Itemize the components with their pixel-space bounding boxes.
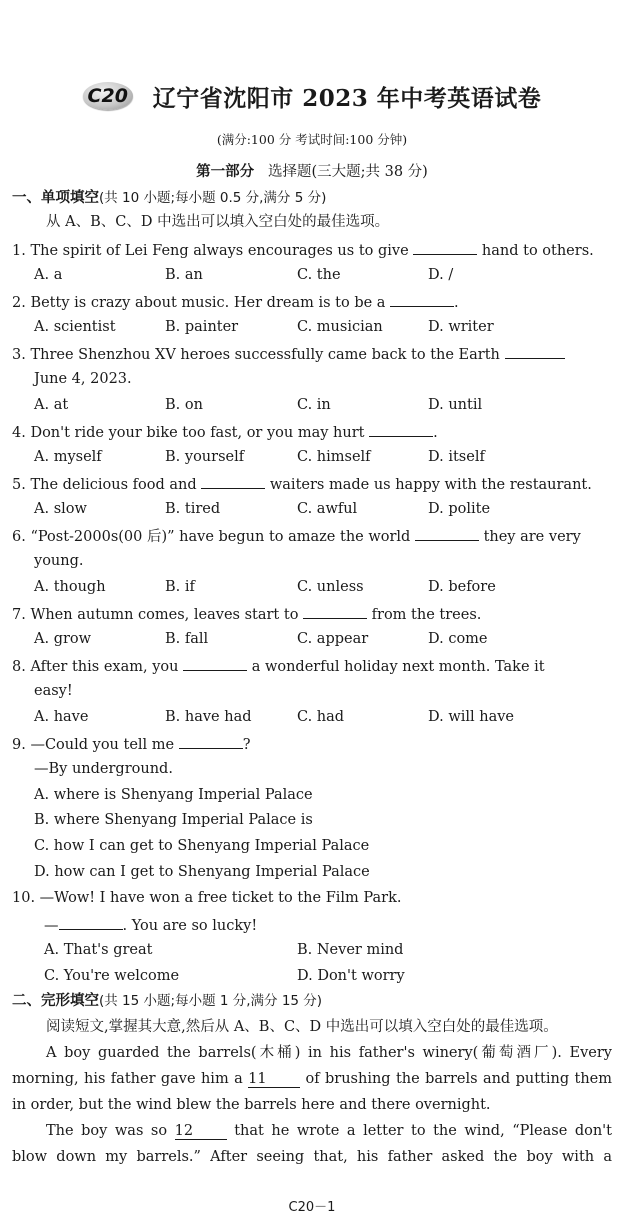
- question-9-answer: —By underground.: [34, 761, 173, 777]
- answer-blank[interactable]: [413, 240, 477, 255]
- q10-option-a[interactable]: A. That's great: [44, 942, 153, 958]
- passage-line-2: morning, his father gave him a 11 of brushing the barrels and putting them: [12, 1071, 613, 1087]
- passage-line-3: in order, but the wind blew the barrels here and there overnight.: [12, 1097, 491, 1113]
- answer-blank[interactable]: [390, 292, 454, 307]
- passage-line-5: blow down my barrels.” After seeing that, his father asked the boy with a: [12, 1149, 612, 1165]
- answer-blank[interactable]: [505, 344, 565, 359]
- q4-option-a[interactable]: A. myself: [34, 449, 102, 465]
- section2-note: (共 15 小题;每小题 1 分,满分 15 分): [99, 993, 323, 1009]
- question-6: 6. “Post-2000s(00 后)” have begun to amaze the world they are very: [12, 526, 612, 546]
- q8-option-c[interactable]: C. had: [297, 709, 345, 725]
- answer-blank[interactable]: [415, 526, 479, 541]
- q1-option-a[interactable]: A. a: [34, 267, 63, 283]
- blank-12[interactable]: 12: [175, 1124, 227, 1140]
- q5-option-d[interactable]: D. polite: [428, 501, 491, 517]
- q2-option-d[interactable]: D. writer: [428, 319, 494, 335]
- q7-option-d[interactable]: D. come: [428, 631, 488, 647]
- page-number: C20－1: [288, 1200, 336, 1215]
- blank-11[interactable]: 11: [248, 1072, 300, 1088]
- section1-title: 一、单项填空: [12, 190, 99, 206]
- part-description: 选择题(三大题;共 38 分): [267, 164, 428, 180]
- section2-heading: [12, 992, 612, 1010]
- question-2: 2. Betty is crazy about music. Her dream is to be a .: [12, 292, 612, 312]
- q6-option-a[interactable]: A. though: [34, 579, 106, 595]
- q5-option-c[interactable]: C. awful: [297, 501, 358, 517]
- question-4: 4. Don't ride your bike too fast, or you may hurt .: [12, 422, 612, 442]
- answer-blank[interactable]: [303, 604, 367, 619]
- question-3-continued: June 4, 2023.: [34, 371, 132, 387]
- question-1: 1. The spirit of Lei Feng always encourages us to give hand to others.: [12, 240, 612, 260]
- answer-blank[interactable]: [183, 656, 247, 671]
- q5-option-b[interactable]: B. tired: [165, 501, 221, 517]
- q7-option-c[interactable]: C. appear: [297, 631, 369, 647]
- q7-option-a[interactable]: A. grow: [34, 631, 92, 647]
- exam-code-badge: C20: [83, 82, 133, 110]
- q6-option-b[interactable]: B. if: [165, 579, 195, 595]
- q3-option-b[interactable]: B. on: [165, 397, 203, 413]
- question-8: 8. After this exam, you a wonderful holiday next month. Take it: [12, 656, 612, 676]
- q6-option-d[interactable]: D. before: [428, 579, 496, 595]
- question-8-continued: easy!: [34, 683, 73, 699]
- q3-option-c[interactable]: C. in: [297, 397, 331, 413]
- answer-blank[interactable]: [369, 422, 433, 437]
- exam-title: 辽宁省沈阳市 2023 年中考英语试卷: [152, 84, 542, 112]
- part-title: [0, 160, 624, 181]
- answer-blank[interactable]: [179, 734, 243, 749]
- answer-blank[interactable]: [59, 915, 123, 930]
- q10-option-b[interactable]: B. Never mind: [297, 942, 404, 958]
- q10-option-c[interactable]: C. You're welcome: [44, 968, 180, 984]
- exam-info: (满分:100 分 考试时间:100 分钟): [216, 132, 408, 147]
- question-10: 10. —Wow! I have won a free ticket to the Film Park.: [12, 890, 402, 906]
- q2-option-a[interactable]: A. scientist: [34, 319, 116, 335]
- q1-option-b[interactable]: B. an: [165, 267, 203, 283]
- q2-option-c[interactable]: C. musician: [297, 319, 383, 335]
- question-9: 9. —Could you tell me ?: [12, 734, 612, 754]
- question-10-response: — . You are so lucky!: [44, 915, 624, 935]
- answer-blank[interactable]: [201, 474, 265, 489]
- section1-heading: [12, 189, 612, 207]
- passage-line-1: A boy guarded the barrels(木桶) in his father's winery(葡萄酒厂). Every: [46, 1045, 612, 1061]
- q8-option-a[interactable]: A. have: [34, 709, 89, 725]
- q6-option-c[interactable]: C. unless: [297, 579, 364, 595]
- q2-option-b[interactable]: B. painter: [165, 319, 239, 335]
- q9-option-d[interactable]: D. how can I get to Shenyang Imperial Palace: [34, 864, 370, 880]
- section2-instruction: 阅读短文,掌握其大意,然后从 A、B、C、D 中选出可以填入空白处的最佳选项。: [46, 1019, 558, 1035]
- q1-option-c[interactable]: C. the: [297, 267, 341, 283]
- q5-option-a[interactable]: A. slow: [34, 501, 87, 517]
- q8-option-d[interactable]: D. will have: [428, 709, 515, 725]
- question-6-continued: young.: [34, 553, 84, 569]
- q3-option-a[interactable]: A. at: [34, 397, 69, 413]
- question-5: 5. The delicious food and waiters made us happy with the restaurant.: [12, 474, 612, 494]
- section2-title: 二、完形填空: [12, 993, 99, 1009]
- q9-option-b[interactable]: B. where Shenyang Imperial Palace is: [34, 812, 313, 828]
- q7-option-b[interactable]: B. fall: [165, 631, 209, 647]
- exam-title-row: [0, 78, 624, 114]
- q4-option-c[interactable]: C. himself: [297, 449, 371, 465]
- q10-option-d[interactable]: D. Don't worry: [297, 968, 405, 984]
- passage-line-4: The boy was so 12 that he wrote a letter to the wind, “Please don't: [46, 1123, 612, 1139]
- q1-option-d[interactable]: D. /: [428, 267, 454, 283]
- q4-option-d[interactable]: D. itself: [428, 449, 485, 465]
- q3-option-d[interactable]: D. until: [428, 397, 483, 413]
- section1-note: (共 10 小题;每小题 0.5 分,满分 5 分): [99, 190, 327, 206]
- question-3: 3. Three Shenzhou XV heroes successfully came back to the Earth: [12, 344, 612, 364]
- part-label: 第一部分: [196, 163, 255, 180]
- q4-option-b[interactable]: B. yourself: [165, 449, 245, 465]
- q9-option-a[interactable]: A. where is Shenyang Imperial Palace: [34, 787, 313, 803]
- q9-option-c[interactable]: C. how I can get to Shenyang Imperial Palace: [34, 838, 370, 854]
- section1-instruction: 从 A、B、C、D 中选出可以填入空白处的最佳选项。: [46, 214, 390, 230]
- q8-option-b[interactable]: B. have had: [165, 709, 252, 725]
- question-7: 7. When autumn comes, leaves start to from the trees.: [12, 604, 612, 624]
